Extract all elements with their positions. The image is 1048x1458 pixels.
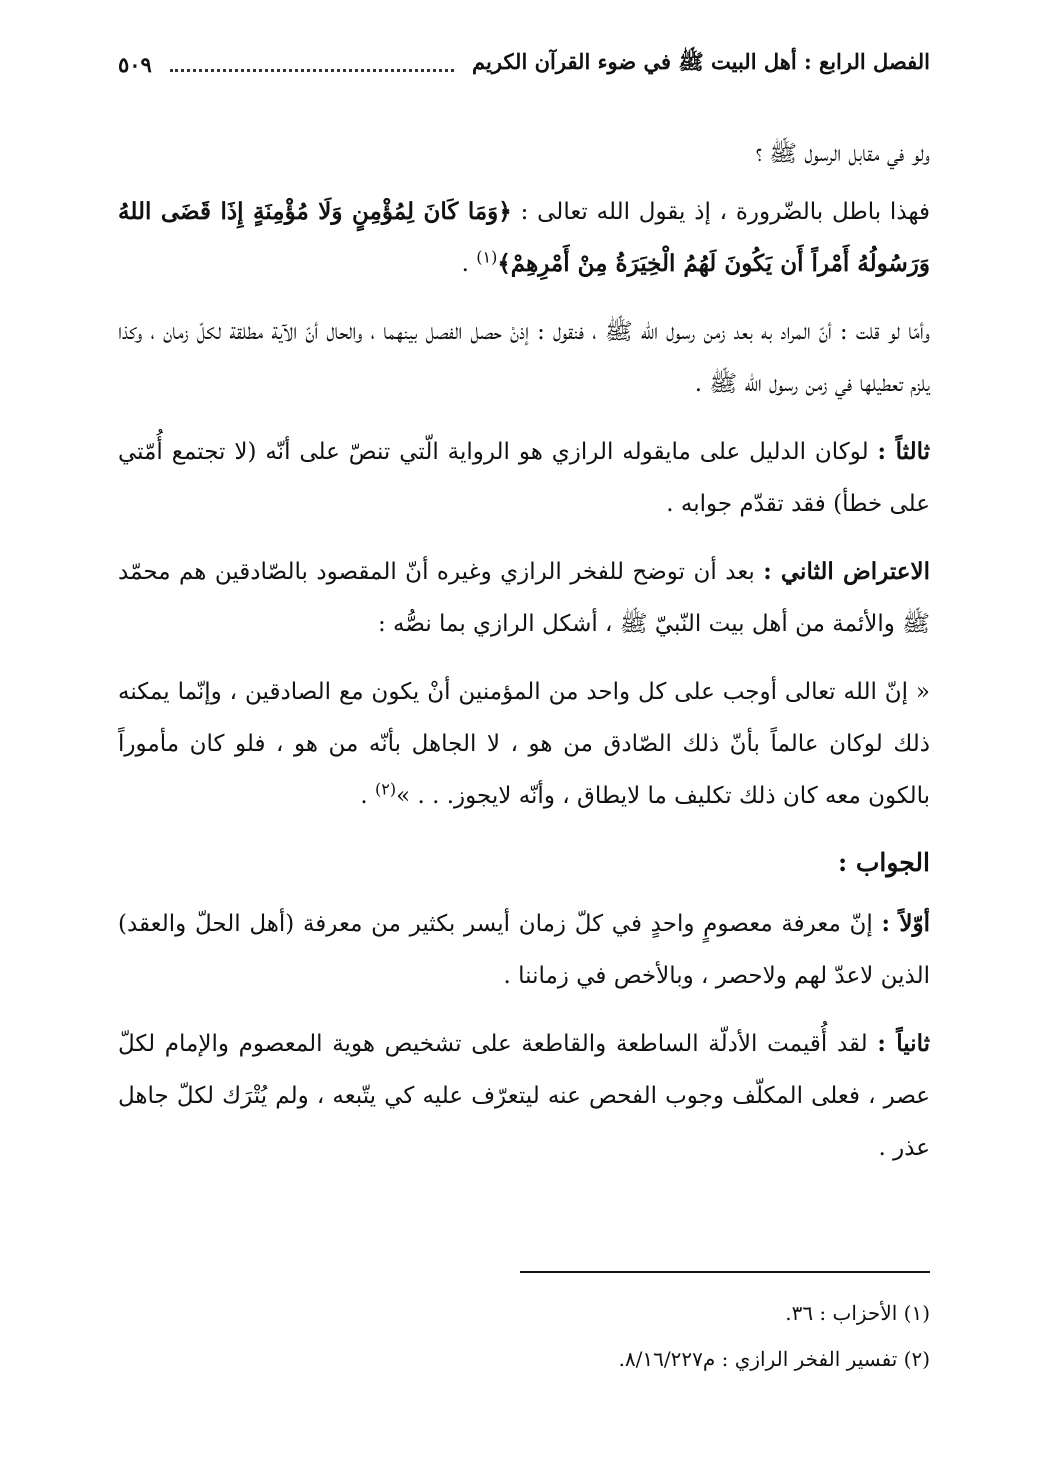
point-label-third: ثالثاً : [877,438,930,465]
main-text [118,128,930,1190]
point-label-first: أوّلاً : [881,910,930,937]
page-number: ٥٠٩ [118,51,152,77]
paragraph-5-text: بعد أن توضح للفخر الرازي وغيره أنّ المقصود بالصّادقين هم محمّد ﷺ والأئمة من أهل بيت النّبيّ ﷺ ، أشكل الرازي بما نصُّه : [118,559,930,637]
footnote-separator [520,1271,930,1273]
paragraph-8 [118,1018,930,1174]
footnote-ref-2: (٢) [375,779,397,799]
razi-quote: « إنّ الله تعالى أوجب على كل واحد من المؤمنين أنْ يكون مع الصادقين ، وإنّما يمكنه ذلك لوكان عالماً بأنّ ذلك الصّادق من هو ، لا الجاهل بأنّه من هو ، فلو كان مأموراً بالكون معه كان ذلك تكليف ما لايطاق ، وأنّه لايجوز. . . » [118,679,930,809]
paragraph-5 [118,546,930,650]
footnotes [118,1290,930,1382]
running-header [118,44,930,84]
header-leader-dots [170,69,454,72]
paragraph-8-text: لقد أُقيمت الأدلّة الساطعة والقاطعة على تشخيص هوية المعصوم والإمام لكلّ عصر ، فعلى المكلّف وجوب الفحص عنه ليتعرّف عليه كي يتّبعه ، ولم يُتْرَك لكلّ جاهل عذر . [118,1031,930,1161]
paragraph-4 [118,426,930,530]
quran-verse: ﴿وَمَا كَانَ لِمُؤْمِنٍ وَلَا مُؤْمِنَةٍ إِذَا قَضَى اللهُ وَرَسُولُهُ أَمْراً أَن يَكُونَ لَهُمُ الْخِيَرَةُ مِنْ أَمْرِهِمْ﴾ [118,198,930,277]
chapter-title: الفصل الرابع : أهل البيت ﷺ في ضوء القرآن الكريم [472,48,930,74]
paragraph-7 [118,898,930,1002]
footnote-ref-1: (١) [476,247,498,267]
paragraph-3: وأمّا لو قلت : أنّ المراد به بعد زمن رسول الله ﷺ ، فنقول : إذنْ حصل الفصل بينهما ، والحال أنّ الآية مطلقة لكلّ زمان ، وكذا يلزم تعطيلها في زمن رسول الله ﷺ . [118,319,930,397]
paragraph-6-quote [118,666,930,822]
paragraph-2-end: . [461,251,477,277]
footnote-2: (٢) تفسير الفخر الرازي : م٨/١٦/٢٢٧. [618,1347,930,1371]
footnote-1: (١) الأحزاب : ٣٦. [785,1301,930,1325]
paragraph-6-end: . [360,783,375,809]
answer-heading: الجواب : [837,848,930,877]
paragraph-2 [118,186,930,290]
objection-label: الاعتراض الثاني : [763,558,931,585]
point-label-second: ثانياً : [877,1030,930,1057]
paragraph-1: ولو في مقابل الرسول ﷺ ؟ [755,141,930,167]
paragraph-7-text: إنّ معرفة معصومٍ واحدٍ في كلّ زمان أيسر بكثير من معرفة (أهل الحلّ والعقد) الذين لاعدّ لهم ولاحصر ، وبالأخص في زماننا . [118,911,930,989]
paragraph-2-intro: فهذا باطل بالضّرورة ، إذ يقول الله تعالى : [511,199,930,225]
paragraph-4-text: لوكان الدليل على مايقوله الرازي هو الرواية الّتي تنصّ على أنّه (لا تجتمع أُمّتي على خطأ) فقد تقدّم جوابه . [118,439,930,517]
